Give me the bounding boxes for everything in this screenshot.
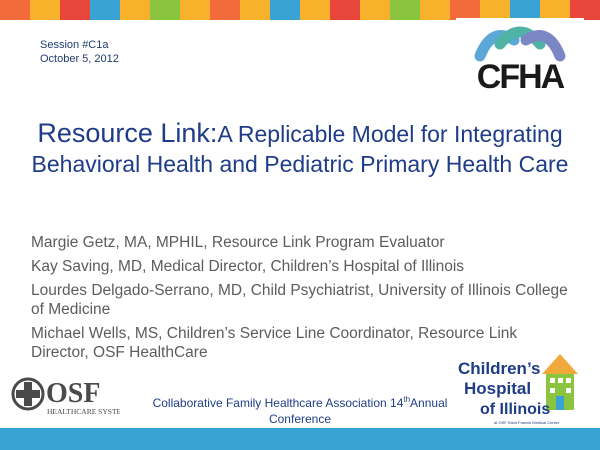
session-id: Session #C1a: [40, 39, 109, 51]
chi-line1: Children’s: [458, 359, 541, 378]
presenter-item: Lourdes Delgado-Serrano, MD, Child Psychiatrist, University of Illinois College of Medicine: [31, 282, 568, 318]
stripe-segment: [210, 0, 240, 20]
title-lead: Resource Link:: [37, 118, 218, 148]
cfha-logo: [456, 18, 584, 92]
stripe-segment: [90, 0, 120, 20]
presenter-item: Kay Saving, MD, Medical Director, Children’s Hospital of Illinois: [31, 258, 465, 275]
stripe-segment: [360, 0, 390, 20]
stripe-segment: [420, 0, 450, 20]
stripe-segment: [240, 0, 270, 20]
stripe-segment: [0, 0, 30, 20]
stripe-segment: [510, 0, 540, 20]
chi-tagline: at OSF Saint Francis Medical Center: [494, 420, 560, 425]
osf-seal-icon: [13, 379, 43, 409]
osf-subtitle: HEALTHCARE SYSTEM: [47, 407, 120, 416]
stripe-segment: [390, 0, 420, 20]
stripe-segment: [480, 0, 510, 20]
osf-logo: [10, 372, 120, 418]
title-rest: A Replicable Model for Integrating Behavioral Health and Pediatric Primary Health Care: [31, 121, 569, 177]
presenter-list: [31, 233, 571, 367]
stripe-segment: [120, 0, 150, 20]
stripe-segment: [270, 0, 300, 20]
stripe-segment: [30, 0, 60, 20]
top-color-stripe: [0, 0, 600, 20]
stripe-segment: [570, 0, 600, 20]
bottom-band: [0, 428, 600, 450]
stripe-segment: [150, 0, 180, 20]
stripe-segment: [540, 0, 570, 20]
stripe-segment: [180, 0, 210, 20]
chi-line3: of Illinois: [480, 401, 551, 418]
conference-line1: Collaborative Family Healthcare Association 14thAnnual Conference: [152, 395, 448, 426]
cfha-wordmark: CFHA: [476, 58, 564, 92]
stripe-segment: [330, 0, 360, 20]
stripe-segment: [450, 0, 480, 20]
stripe-segment: [60, 0, 90, 20]
session-date: October 5, 2012: [40, 53, 119, 65]
childrens-hospital-logo: [456, 352, 580, 430]
stripe-segment: [300, 0, 330, 20]
session-info: [40, 38, 119, 66]
presenter-item: Michael Wells, MS, Children’s Service Line Coordinator, Resource Link Director, OSF HealthCare: [31, 325, 518, 361]
osf-wordmark: OSF: [46, 378, 101, 409]
chi-line2: Hospital: [464, 379, 532, 398]
slide-title: [30, 118, 570, 179]
presenter-item: Margie Getz, MA, MPHIL, Resource Link Program Evaluator: [31, 234, 445, 251]
